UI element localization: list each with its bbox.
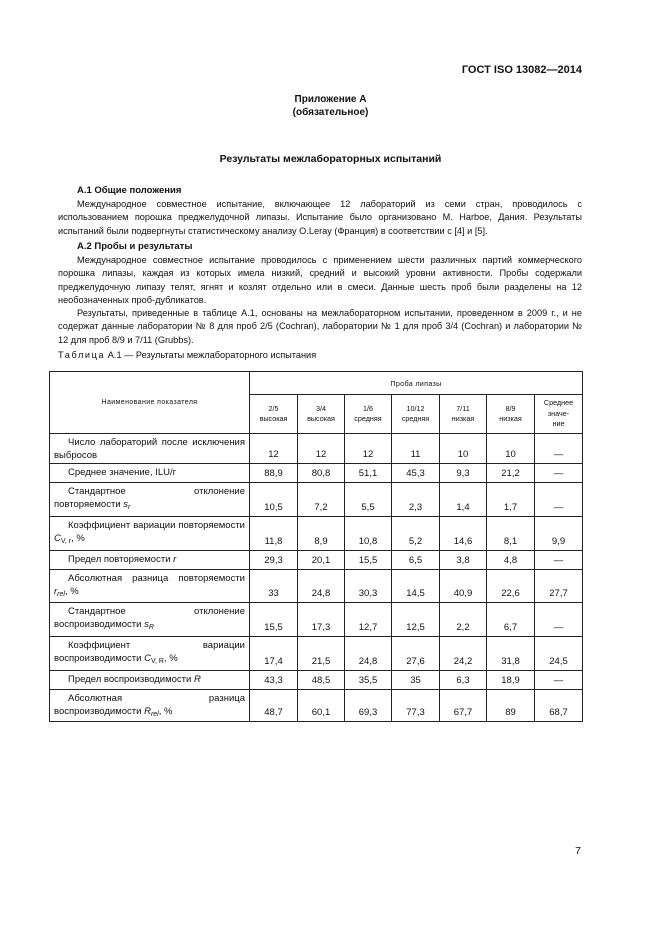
row-label-text: Стандартное отклонение повторяемости <box>54 486 245 510</box>
table-cell: 80,8 <box>298 464 345 483</box>
sample-number: 1/6 <box>363 403 373 413</box>
table-caption <box>58 350 316 360</box>
table-row <box>50 690 583 722</box>
column-header-mean <box>535 395 583 434</box>
table-cell: 27,7 <box>535 570 583 603</box>
table-cell: 2,2 <box>440 603 487 637</box>
row-label-text: Коэффициент вариации повторяемости <box>68 520 245 531</box>
table-cell: 67,7 <box>440 690 487 722</box>
row-label <box>50 464 250 483</box>
row-label <box>50 690 250 722</box>
table-cell: — <box>535 464 583 483</box>
table-cell: — <box>535 671 583 690</box>
table-cell: 48,7 <box>250 690 298 722</box>
table-cell: 14,5 <box>392 570 440 603</box>
table-cell: 3,8 <box>440 551 487 570</box>
table-cell: 6,3 <box>440 671 487 690</box>
table-cell: 22,6 <box>487 570 535 603</box>
table-cell: 60,1 <box>298 690 345 722</box>
column-header-sample <box>440 395 487 434</box>
table-cell: 24,5 <box>535 637 583 671</box>
table-cell: 35 <box>392 671 440 690</box>
table-cell: 24,8 <box>345 637 392 671</box>
table-row <box>50 464 583 483</box>
row-label-text: Абсолютная разница повторяемости <box>68 573 245 584</box>
table-cell: 6,5 <box>392 551 440 570</box>
row-symbol-subscript: R <box>148 623 154 631</box>
row-unit-suffix: , % <box>158 705 173 717</box>
table-cell: 40,9 <box>440 570 487 603</box>
table-cell: — <box>535 603 583 637</box>
sample-number: 8/9 <box>505 403 516 413</box>
results-table <box>49 371 583 722</box>
table-cell: 30,3 <box>345 570 392 603</box>
row-unit-suffix: , % <box>71 532 85 544</box>
row-symbol-subscript: rel <box>57 590 65 598</box>
row-symbol: C <box>54 532 61 544</box>
section-a1-heading: А.1 Общие положения <box>77 185 182 196</box>
table-cell: 27,6 <box>392 637 440 671</box>
table-cell: 11,8 <box>250 517 298 551</box>
table-cell: 12 <box>298 434 345 464</box>
row-symbol: R <box>144 705 151 717</box>
section-a2-paragraph-1: Международное совместное испытание проводилось с применением шести различных партий коммерческого порошка липазы, каждая из которых имела низкий, средний и высокий уровни активности. Пробы содержали преджелудочную липазу телят, ягнят и козлят отдельно или в смеси. Данные шесть проб были разделены на 12 необозначенных проб-дубликатов. <box>58 255 582 305</box>
row-label <box>50 671 250 690</box>
row-symbol: R <box>193 674 201 685</box>
row-unit-suffix: , % <box>163 652 178 664</box>
column-header-sample <box>298 395 345 434</box>
table-cell: 2,3 <box>392 483 440 517</box>
activity-level: высокая <box>259 414 288 423</box>
table-cell: 1,7 <box>487 483 535 517</box>
row-symbol: C <box>144 652 151 664</box>
row-label <box>50 517 250 551</box>
row-label <box>50 570 250 603</box>
row-label <box>50 551 250 570</box>
table-cell: 12 <box>250 434 298 464</box>
table-cell: 9,3 <box>440 464 487 483</box>
table-cell: 33 <box>250 570 298 603</box>
standard-designation: ГОСТ ISO 13082—2014 <box>461 64 582 76</box>
column-header-sample <box>250 395 298 434</box>
row-label-text: Стандартное отклонение воспроизводимости <box>54 606 245 630</box>
table-cell: 17,3 <box>298 603 345 637</box>
table-cell: 5,2 <box>392 517 440 551</box>
table-cell: 45,3 <box>392 464 440 483</box>
row-label <box>50 483 250 517</box>
sample-number: 3/4 <box>316 403 326 413</box>
main-title: Результаты межлабораторных испытаний <box>219 153 442 165</box>
table-cell: — <box>535 434 583 464</box>
table-cell: 12 <box>345 434 392 464</box>
mean-header-line: ние <box>552 419 565 429</box>
row-symbol-subscript: rel <box>150 710 159 718</box>
probe-header: Проба липазы <box>250 372 583 395</box>
table-cell: 8,1 <box>487 517 535 551</box>
table-cell: 69,3 <box>345 690 392 722</box>
sample-number: 2/5 <box>268 403 279 413</box>
table-cell: 31,8 <box>487 637 535 671</box>
table-cell: 77,3 <box>392 690 440 722</box>
table-cell: 12,7 <box>345 603 392 637</box>
table-cell: — <box>535 483 583 517</box>
table-cell: 10 <box>487 434 535 464</box>
table-cell: 9,9 <box>535 517 583 551</box>
table-cell: 10,8 <box>345 517 392 551</box>
row-label <box>50 637 250 671</box>
table-cell: 12,5 <box>392 603 440 637</box>
table-cell: 8,9 <box>298 517 345 551</box>
table-cell: 17,4 <box>250 637 298 671</box>
row-label <box>50 434 250 464</box>
row-label-text: Число лабораторий после исключения выбросов <box>54 437 245 461</box>
table-cell: 15,5 <box>345 551 392 570</box>
table-cell: — <box>535 551 583 570</box>
table-cell: 24,8 <box>298 570 345 603</box>
table-cell: 88,9 <box>250 464 298 483</box>
table-cell: 89 <box>487 690 535 722</box>
table-row <box>50 637 583 671</box>
table-cell: 43,3 <box>250 671 298 690</box>
table-cell: 35,5 <box>345 671 392 690</box>
row-label-text: Предел повторяемости <box>68 554 171 565</box>
table-row <box>50 671 583 690</box>
table-cell: 21,2 <box>487 464 535 483</box>
table-cell: 29,3 <box>250 551 298 570</box>
row-label-text: Коэффициент вариации воспроизводимости <box>54 640 245 664</box>
activity-level: средняя <box>401 414 430 423</box>
row-symbol-subscript: V, R <box>150 657 164 665</box>
table-cell: 20,1 <box>298 551 345 570</box>
row-label-text: Абсолютная разница воспроизводимости <box>54 693 245 717</box>
row-symbol-subscript: V, r <box>60 537 72 545</box>
activity-level: низкая <box>451 414 475 423</box>
table-cell: 15,5 <box>250 603 298 637</box>
column-header-sample <box>345 395 392 434</box>
table-row <box>50 517 583 551</box>
row-symbol: r <box>173 554 177 565</box>
table-cell: 48,5 <box>298 671 345 690</box>
mean-header-line: значе- <box>547 408 570 418</box>
row-symbol-subscript: r <box>128 503 131 511</box>
row-label-text: Предел воспроизводимости <box>68 674 192 685</box>
activity-level: низкая <box>499 414 522 423</box>
name-column-header: Наименование показателя <box>50 372 250 434</box>
annex-title: Приложение А <box>294 94 367 105</box>
table-cell: 7,2 <box>298 483 345 517</box>
table-cell: 18,9 <box>487 671 535 690</box>
row-symbol: r <box>54 585 58 597</box>
row-label <box>50 603 250 637</box>
table-caption-prefix: Таблица <box>58 350 106 360</box>
table-cell: 11 <box>392 434 440 464</box>
activity-level: высокая <box>307 414 335 423</box>
column-header-sample <box>487 395 535 434</box>
table-cell: 68,7 <box>535 690 583 722</box>
table-cell: 5,5 <box>345 483 392 517</box>
row-symbol: s <box>144 618 149 630</box>
page-number: 7 <box>575 845 581 857</box>
table-caption-text: А.1 — Результаты межлабораторного испытания <box>107 350 317 360</box>
row-symbol: s <box>123 498 129 510</box>
row-unit-suffix: , % <box>64 585 79 597</box>
table-cell: 1,4 <box>440 483 487 517</box>
table-cell: 21,5 <box>298 637 345 671</box>
sample-number: 10/12 <box>406 403 425 413</box>
table-cell: 10 <box>440 434 487 464</box>
sample-number: 7/11 <box>456 403 470 413</box>
table-row <box>50 483 583 517</box>
table-cell: 24,2 <box>440 637 487 671</box>
table-cell: 4,8 <box>487 551 535 570</box>
table-row <box>50 551 583 570</box>
annex-status: (обязательное) <box>292 107 369 118</box>
table-cell: 51,1 <box>345 464 392 483</box>
section-a2-heading: А.2 Пробы и результаты <box>77 241 193 252</box>
section-a2-paragraph-2: Результаты, приведенные в таблице А.1, основаны на межлабораторном испытании, проведенном в 2009 г., и не содержат данные лаборатории № 8 для проб 2/5 (Cochran), лаборатории № 1 для проб 3/4 (Cochran) и лаборатории № 12 для проб 8/9 и 7/11 (Grubbs). <box>58 308 582 345</box>
table-row <box>50 434 583 464</box>
row-label-text: Среднее значение, ILU/г <box>68 467 177 478</box>
table-cell: 10,5 <box>250 483 298 517</box>
activity-level: средняя <box>354 414 382 423</box>
mean-header-line: Среднее <box>543 398 574 408</box>
table-cell: 6,7 <box>487 603 535 637</box>
table-row <box>50 570 583 603</box>
column-header-sample <box>392 395 440 434</box>
section-a1-text: Международное совместное испытание, включающее 12 лабораторий из семи стран, проводилось с использованием порошка преджелудочной липазы. Испытание было организовано M. Harboe, Дания. Результаты испытаний были подвергнуты статистическому анализу O.Leray (Франция) в соответствии с [4] и [5]. <box>58 199 582 236</box>
table-row <box>50 603 583 637</box>
table-cell: 14,6 <box>440 517 487 551</box>
table-body <box>50 434 583 722</box>
